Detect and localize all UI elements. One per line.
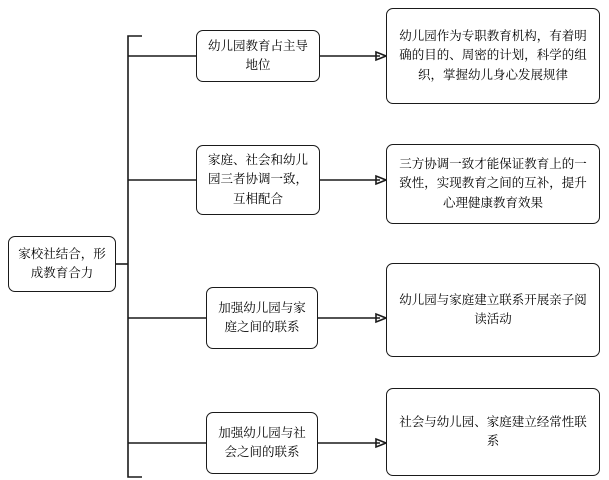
branch-node-4[interactable]: 加强幼儿园与社会之间的联系 bbox=[206, 412, 318, 474]
arrowhead-2 bbox=[376, 176, 386, 184]
detail-node-4[interactable]: 社会与幼儿园、家庭建立经常性联系 bbox=[386, 388, 600, 476]
detail-node-1[interactable]: 幼儿园作为专职教育机构，有着明确的目的、周密的计划，科学的组织，掌握幼儿身心发展规律 bbox=[386, 8, 600, 104]
root-node[interactable]: 家校社结合，形成教育合力 bbox=[8, 236, 116, 292]
branch-node-1[interactable]: 幼儿园教育占主导地位 bbox=[196, 30, 320, 82]
arrowhead-4 bbox=[376, 439, 386, 447]
arrowhead-3 bbox=[376, 314, 386, 322]
detail-node-2[interactable]: 三方协调一致才能保证教育上的一致性，实现教育之间的互补，提升心理健康教育效果 bbox=[386, 144, 600, 224]
branch-node-3[interactable]: 加强幼儿园与家庭之间的联系 bbox=[206, 287, 318, 349]
branch-node-2[interactable]: 家庭、社会和幼儿园三者协调一致，互相配合 bbox=[196, 145, 320, 215]
bracket bbox=[128, 36, 142, 477]
detail-node-3[interactable]: 幼儿园与家庭建立联系开展亲子阅读活动 bbox=[386, 263, 600, 357]
arrowhead-1 bbox=[376, 52, 386, 60]
